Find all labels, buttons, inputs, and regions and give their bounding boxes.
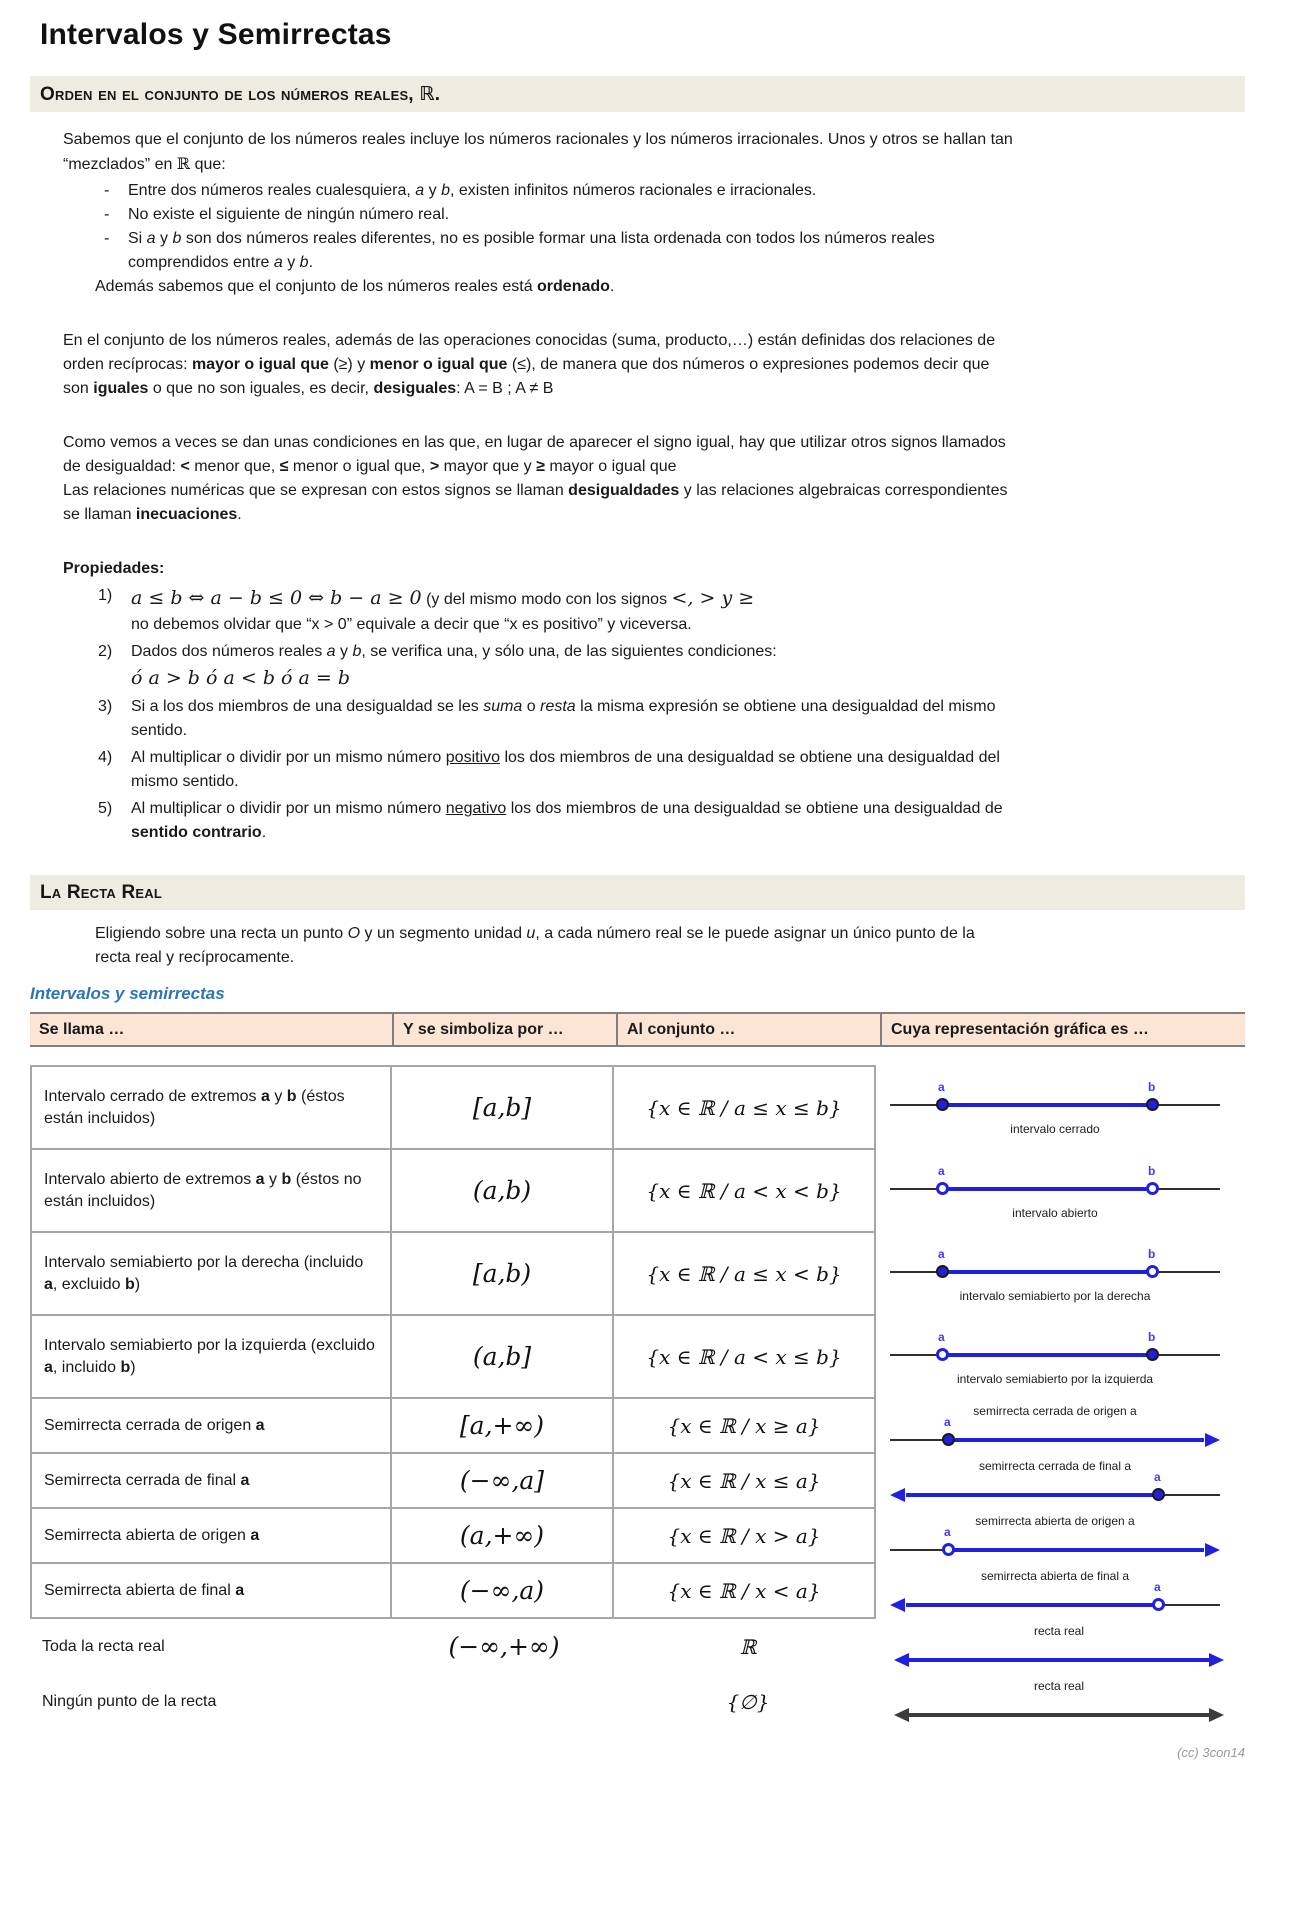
text-segment: b: [441, 182, 450, 199]
property-text: [131, 797, 1011, 845]
text-segment: o que no son iguales, es decir,: [148, 380, 374, 397]
graphic-cell: [880, 1674, 1245, 1729]
interval-bar: [942, 1270, 1152, 1274]
bullet-text: [128, 203, 1008, 227]
text-segment: Sabemos que el conjunto de los números reales incluye los números racionales y los números irracionales. Unos y otros se hallan tan “mezclados” en: [63, 131, 1013, 173]
interval-symbol-cell: (−∞,a]: [390, 1452, 614, 1509]
interval-name: [44, 1335, 378, 1378]
endpoint-open-dot: [936, 1182, 949, 1195]
interval-name-cell: [30, 1507, 392, 1564]
section-heading-orden: Orden en el conjunto de los números reales, ℝ.: [30, 76, 1245, 112]
license-credit: (cc) 3con14: [1177, 1745, 1245, 1760]
text-segment: mayor o igual que: [191, 356, 329, 373]
text-segment: Eligiendo sobre una recta un punto: [95, 925, 348, 942]
arrowhead-right: [1209, 1708, 1224, 1722]
interval-set-cell: ℝ: [616, 1619, 880, 1674]
interval-bar: [942, 1103, 1152, 1107]
text-segment: que:: [190, 156, 226, 173]
text-segment: Si a los dos miembros de una desigualdad se les: [131, 698, 484, 715]
property-line: [131, 664, 1011, 693]
interval-name: [44, 1169, 378, 1212]
number-line-diagram: [890, 1399, 1241, 1454]
property-line: [131, 584, 1011, 613]
text-segment: , se verifica una, y sólo una, de las siguientes condiciones:: [361, 642, 777, 660]
interval-name: [44, 1086, 378, 1129]
arrowhead-left: [894, 1708, 909, 1722]
diagram-caption: recta real: [1033, 1678, 1085, 1693]
text-segment: menor o igual que: [369, 356, 508, 373]
interval-name-cell: [30, 1148, 392, 1233]
text-segment: (éstos están incluidos): [44, 1087, 345, 1127]
interval-name-cell: [30, 1452, 392, 1509]
number-line: [890, 1414, 1220, 1450]
graphic-cell: [876, 1454, 1241, 1509]
bullet-marker: -: [104, 182, 110, 199]
text-segment: y las relaciones algebraicas correspondientes se llaman: [63, 482, 1008, 523]
axis-line: [1158, 1494, 1220, 1496]
interval-name: [42, 1691, 216, 1713]
text-segment: los dos miembros de una desigualdad se obtiene una desigualdad de: [506, 800, 1003, 817]
text-segment: positivo: [445, 749, 501, 766]
text-segment: ó a > b ó a < b ó a = b: [131, 666, 350, 689]
property-text: [131, 695, 1011, 743]
interval-name: [42, 1636, 165, 1658]
table-row: [30, 1150, 1294, 1233]
interval-name: [44, 1580, 244, 1602]
text-segment: iguales: [93, 380, 149, 397]
property-number: 5): [98, 800, 113, 817]
endpoint-open-dot: [942, 1543, 955, 1556]
text-segment: b: [281, 1170, 292, 1188]
text-segment: .: [237, 506, 242, 523]
interval-set-cell: {x ∈ ℝ / x > a}: [612, 1507, 876, 1564]
number-line: [890, 1164, 1220, 1199]
text-segment: desigualdades: [568, 482, 680, 499]
table-row: [30, 1674, 1294, 1729]
text-segment: inecuaciones: [135, 506, 238, 523]
text-segment: Al multiplicar o dividir por un mismo número: [131, 749, 446, 766]
bullet-item: [98, 227, 1013, 275]
diagram-caption: semirrecta abierta de origen a: [975, 1513, 1135, 1528]
interval-symbol-cell: [a,+∞): [390, 1397, 614, 1454]
table-row: [30, 1564, 1294, 1619]
table-row: [30, 1619, 1294, 1674]
property-text: [131, 584, 1011, 637]
property-line: [131, 695, 1011, 743]
text-segment: menor o igual que,: [288, 458, 430, 475]
text-segment: Las relaciones numéricas que se expresan con estos signos se llaman: [63, 482, 569, 499]
interval-bar: [908, 1658, 1210, 1662]
graphic-cell: [880, 1619, 1245, 1674]
text-segment: Semirrecta abierta de origen: [44, 1526, 251, 1544]
interval-symbol-cell: (−∞,+∞): [392, 1619, 616, 1674]
text-segment: negativo: [445, 800, 507, 817]
text-segment: b: [352, 642, 362, 660]
arrowhead-right: [1209, 1653, 1224, 1667]
text-segment: no debemos olvidar que “x > 0” equivale a decir que “x es positivo” y viceversa.: [131, 615, 692, 633]
diagram-caption: intervalo semiabierto por la izquierda: [956, 1372, 1154, 1386]
text-segment: suma: [483, 698, 523, 715]
bullet-text: [128, 179, 1008, 203]
interval-name-cell: [30, 1065, 392, 1150]
number-line: [890, 1524, 1220, 1560]
number-line-diagram: [894, 1619, 1245, 1674]
interval-bar: [906, 1493, 1158, 1497]
text-segment: b: [299, 254, 309, 271]
text-segment: Si: [128, 230, 147, 247]
interval-set-cell: {x ∈ ℝ / a ≤ x < b}: [612, 1231, 876, 1316]
property-line: [131, 746, 1011, 794]
text-segment: a: [255, 1170, 265, 1188]
recta-real-block: [63, 922, 1013, 970]
interval-set-cell: {x ∈ ℝ / x ≤ a}: [612, 1452, 876, 1509]
text-segment: o: [522, 698, 541, 715]
interval-name-cell: [30, 1674, 392, 1729]
property-number: 4): [98, 749, 113, 766]
text-segment: b: [286, 1087, 297, 1105]
section-heading-recta-real: La Recta Real: [30, 875, 1245, 910]
interval-name: [44, 1415, 265, 1437]
paragraph: [63, 128, 1013, 177]
text-segment: , incluido: [52, 1358, 121, 1376]
text-segment: son dos números reales diferentes, no es posible formar una lista ordenada con todos los números reales comprendidos entre: [128, 230, 935, 271]
interval-symbol-cell: (−∞,a): [390, 1562, 614, 1619]
interval-symbol-cell: (a,b): [390, 1148, 614, 1233]
bullet-marker: -: [104, 206, 110, 223]
paragraph: [63, 431, 1013, 479]
table-row: [30, 1399, 1294, 1454]
text-segment: Intervalo semiabierto por la derecha (incluido: [44, 1253, 364, 1271]
arrowhead-left: [894, 1653, 909, 1667]
property-item: [98, 695, 1013, 743]
interval-name-cell: [30, 1619, 392, 1674]
text-segment: a: [255, 1416, 265, 1434]
endpoint-label: a: [944, 1414, 951, 1429]
text-segment: Además sabemos que el conjunto de los números reales está: [95, 278, 538, 295]
text-segment: b: [172, 230, 182, 247]
text-segment: y: [269, 1087, 287, 1105]
text-segment: mayor o igual que: [544, 458, 677, 475]
diagram-caption: recta real: [1033, 1623, 1085, 1638]
interval-set-cell: {x ∈ ℝ / a ≤ x ≤ b}: [612, 1065, 876, 1150]
paragraph: [63, 329, 1013, 401]
column-header-se-llama: Se llama …: [39, 1021, 125, 1038]
text-segment: y un segmento unidad: [360, 925, 527, 942]
interval-symbol-cell: [a,b): [390, 1231, 614, 1316]
number-line-diagram: [890, 1454, 1241, 1509]
number-line: [890, 1330, 1220, 1365]
interval-name: [44, 1470, 249, 1492]
text-segment: Semirrecta cerrada de final: [44, 1471, 241, 1489]
number-line-diagram: [890, 1065, 1241, 1150]
text-segment: ≤: [279, 458, 289, 475]
endpoint-label: b: [1148, 1080, 1156, 1094]
arrowhead-right: [1205, 1543, 1220, 1557]
text-segment: a: [273, 254, 283, 271]
text-segment: y: [264, 1170, 282, 1188]
endpoint-label: a: [938, 1247, 945, 1261]
interval-bar: [942, 1187, 1152, 1191]
text-segment: a: [261, 1087, 270, 1105]
text-segment: Intervalo semiabierto por la izquierda (excluido: [44, 1336, 375, 1354]
paragraph: [95, 922, 1013, 970]
endpoint-closed-dot: [1152, 1488, 1165, 1501]
text-segment: , excluido: [52, 1275, 125, 1293]
text-segment: b: [124, 1275, 135, 1293]
number-line-diagram: [890, 1150, 1241, 1233]
number-line: [890, 1469, 1220, 1505]
number-line-diagram: [890, 1509, 1241, 1564]
column-header-conjunto: Al conjunto …: [616, 1014, 880, 1045]
graphic-cell: [876, 1509, 1241, 1564]
bullet-item: [98, 179, 1013, 203]
endpoint-label: b: [1148, 1247, 1156, 1261]
interval-set-cell: {x ∈ ℝ / x < a}: [612, 1562, 876, 1619]
arrowhead-right: [1205, 1433, 1220, 1447]
interval-symbol-cell: [392, 1674, 616, 1729]
text-segment: (≥) y: [328, 356, 370, 373]
interval-name: [44, 1525, 259, 1547]
text-segment: Intervalo abierto de extremos: [44, 1170, 256, 1188]
diagram-caption: intervalo abierto: [1012, 1206, 1098, 1220]
diagram-caption: semirrecta abierta de final a: [980, 1568, 1130, 1583]
text-segment: Intervalo cerrado de extremos: [44, 1087, 261, 1105]
text-segment: ≥: [536, 458, 545, 475]
text-segment: ordenado: [537, 278, 610, 295]
axis-line: [890, 1549, 948, 1551]
text-segment: resta: [540, 698, 576, 715]
property-number: 3): [98, 698, 113, 715]
text-segment: (≤), de manera que dos números o expresiones podemos decir que son: [63, 356, 990, 397]
number-line: [894, 1650, 1224, 1670]
endpoint-closed-dot: [936, 1098, 949, 1111]
interval-name-cell: [30, 1314, 392, 1399]
interval-bar: [942, 1353, 1152, 1357]
text-segment: u: [526, 925, 536, 942]
text-segment: a: [235, 1581, 245, 1599]
endpoint-closed-dot: [1146, 1348, 1159, 1361]
axis-line: [890, 1439, 948, 1441]
graphic-cell: [876, 1065, 1241, 1150]
interval-symbol-cell: [a,b]: [390, 1065, 614, 1150]
property-item: [98, 640, 1013, 693]
graphic-cell: [876, 1316, 1241, 1399]
interval-bar: [948, 1548, 1204, 1552]
paragraph: [63, 479, 1013, 527]
text-segment: Semirrecta cerrada de origen: [44, 1416, 256, 1434]
table-row: [30, 1065, 1294, 1150]
endpoint-label: a: [938, 1164, 945, 1178]
property-line: [131, 797, 1011, 845]
number-line-diagram: [890, 1316, 1241, 1399]
text-segment: a: [250, 1526, 260, 1544]
table-header-row: [30, 1012, 1245, 1047]
arrowhead-left: [890, 1598, 905, 1612]
text-segment: (y del mismo modo con los signos: [421, 591, 672, 608]
property-line: [131, 613, 1011, 637]
text-segment: a: [44, 1358, 53, 1376]
interval-bar: [948, 1438, 1204, 1442]
table-row: [30, 1454, 1294, 1509]
number-line: [890, 1579, 1220, 1615]
text-segment: a: [146, 230, 156, 247]
text-segment: .: [609, 278, 615, 295]
number-line-diagram: [894, 1674, 1245, 1729]
text-segment: Al multiplicar o dividir por un mismo número: [131, 800, 446, 817]
table-row: [30, 1316, 1294, 1399]
property-item: [98, 746, 1013, 794]
endpoint-label: a: [1154, 1579, 1161, 1594]
endpoint-label: a: [938, 1330, 945, 1344]
text-segment: Como vemos a veces se dan unas condiciones en las que, en lugar de aparecer el signo igual, hay que utilizar otros signos llamados de desigualdad:: [63, 434, 1006, 475]
text-segment: sentido contrario: [131, 824, 262, 841]
endpoint-closed-dot: [942, 1433, 955, 1446]
text-segment: .: [261, 824, 267, 841]
graphic-cell: [876, 1233, 1241, 1316]
text-segment: y: [155, 230, 173, 247]
text-segment: , a cada número real se le puede asignar un único punto de la recta real y recíprocamente.: [95, 925, 975, 966]
endpoint-label: a: [938, 1080, 945, 1094]
arrowhead-left: [890, 1488, 905, 1502]
text-segment: ): [130, 1358, 136, 1376]
number-line: [890, 1080, 1220, 1115]
text-segment: (éstos no están incluidos): [44, 1170, 362, 1210]
interval-name: [44, 1252, 378, 1295]
endpoint-open-dot: [1152, 1598, 1165, 1611]
property-text: [131, 640, 1011, 693]
text-segment: Dados dos números reales: [131, 642, 327, 660]
text-segment: menor que,: [189, 458, 280, 475]
text-segment: b: [120, 1358, 131, 1376]
text-segment: desiguales: [373, 380, 457, 397]
interval-set-cell: {x ∈ ℝ / a < x ≤ b}: [612, 1314, 876, 1399]
text-segment: En el conjunto de los números reales, además de las operaciones conocidas (suma, producto,…) están definidas dos relaciones de orden recíprocas:: [63, 332, 996, 373]
graphic-cell: [876, 1564, 1241, 1619]
document-page: [0, 18, 1294, 1919]
text-segment: ): [134, 1275, 141, 1293]
interval-table-body: [30, 1065, 1294, 1729]
text-segment: a ≤ b ⇔ a − b ≤ 0 ⇔ b − a ≥ 0: [131, 587, 422, 609]
table-subtitle: Intervalos y semirrectas: [30, 984, 225, 1003]
graphic-cell: [876, 1399, 1241, 1454]
table-row: [30, 1233, 1294, 1316]
text-segment: a: [326, 642, 336, 660]
endpoint-closed-dot: [1146, 1098, 1159, 1111]
text-segment: , existen infinitos números racionales e irracionales.: [449, 182, 817, 199]
text-segment: <: [180, 458, 190, 475]
property-line: [131, 640, 1011, 664]
table-row: [30, 1509, 1294, 1564]
endpoint-label: b: [1148, 1330, 1156, 1344]
text-segment: y: [282, 254, 300, 271]
endpoint-label: b: [1148, 1164, 1156, 1178]
number-line-diagram: [890, 1564, 1241, 1619]
text-segment: a: [44, 1275, 53, 1293]
text-segment: mayor que y: [439, 458, 537, 475]
endpoint-closed-dot: [936, 1265, 949, 1278]
endpoint-open-dot: [1146, 1265, 1159, 1278]
text-segment: Ningún punto de la recta: [42, 1692, 217, 1710]
diagram-caption: intervalo cerrado: [1010, 1122, 1100, 1136]
intro-block: [63, 128, 1013, 845]
property-text: [131, 746, 1011, 794]
bullet-list: [98, 179, 1013, 275]
number-line: [890, 1247, 1220, 1282]
interval-name-cell: [30, 1231, 392, 1316]
text-segment: <, > y ≥: [671, 587, 755, 609]
interval-set-cell: {x ∈ ℝ / x ≥ a}: [612, 1397, 876, 1454]
text-segment: .: [308, 254, 314, 271]
text-segment: a: [240, 1471, 250, 1489]
bullet-text: [128, 227, 1008, 275]
text-segment: No existe el siguiente de ningún número real.: [128, 206, 450, 223]
graphic-cell: [876, 1150, 1241, 1233]
number-line-diagram: [890, 1233, 1241, 1316]
bullet-item: [98, 203, 1013, 227]
endpoint-label: a: [1154, 1469, 1161, 1484]
property-number: 2): [98, 642, 113, 660]
interval-set-cell: {x ∈ ℝ / a < x < b}: [612, 1148, 876, 1233]
bullet-marker: -: [104, 230, 110, 247]
paragraph: [95, 275, 1013, 299]
interval-symbol-cell: (a,b]: [390, 1314, 614, 1399]
interval-name-cell: [30, 1562, 392, 1619]
property-number: 1): [98, 587, 113, 604]
text-segment: >: [429, 458, 440, 475]
endpoint-open-dot: [1146, 1182, 1159, 1195]
text-segment: Semirrecta abierta de final: [44, 1581, 236, 1599]
column-header-representacion: Cuya representación gráfica es …: [880, 1014, 1245, 1045]
text-segment: la misma expresión se obtiene una desigualdad del mismo sentido.: [131, 698, 996, 739]
diagram-caption: semirrecta cerrada de origen a: [973, 1403, 1137, 1418]
interval-bar: [908, 1713, 1210, 1717]
text-segment: Entre dos números reales cualesquiera,: [128, 182, 416, 199]
column-header-simbolo: Y se simboliza por …: [392, 1014, 616, 1045]
property-item: [98, 797, 1013, 845]
axis-line: [1158, 1604, 1220, 1606]
interval-symbol-cell: (a,+∞): [390, 1507, 614, 1564]
property-item: [98, 584, 1013, 637]
endpoint-open-dot: [936, 1348, 949, 1361]
interval-set-cell: {∅}: [616, 1674, 880, 1729]
interval-name-cell: [30, 1397, 392, 1454]
interval-bar: [906, 1603, 1158, 1607]
properties-list: [98, 584, 1013, 845]
number-line: [894, 1705, 1224, 1725]
text-segment: ℝ: [176, 154, 191, 173]
diagram-caption: intervalo semiabierto por la derecha: [959, 1289, 1151, 1303]
page-title: Intervalos y Semirrectas: [40, 18, 392, 51]
text-segment: los dos miembros de una desigualdad se obtiene una desigualdad del mismo sentido.: [131, 749, 1000, 790]
text-segment: Toda la recta real: [42, 1637, 165, 1655]
text-segment: y: [424, 182, 442, 199]
diagram-caption: semirrecta cerrada de final a: [978, 1458, 1132, 1473]
text-segment: a: [415, 182, 425, 199]
text-segment: O: [347, 925, 361, 942]
text-segment: : A = B ; A ≠ B: [456, 380, 554, 397]
endpoint-label: a: [944, 1524, 951, 1539]
text-segment: y: [335, 642, 353, 660]
properties-heading: Propiedades:: [63, 560, 165, 577]
